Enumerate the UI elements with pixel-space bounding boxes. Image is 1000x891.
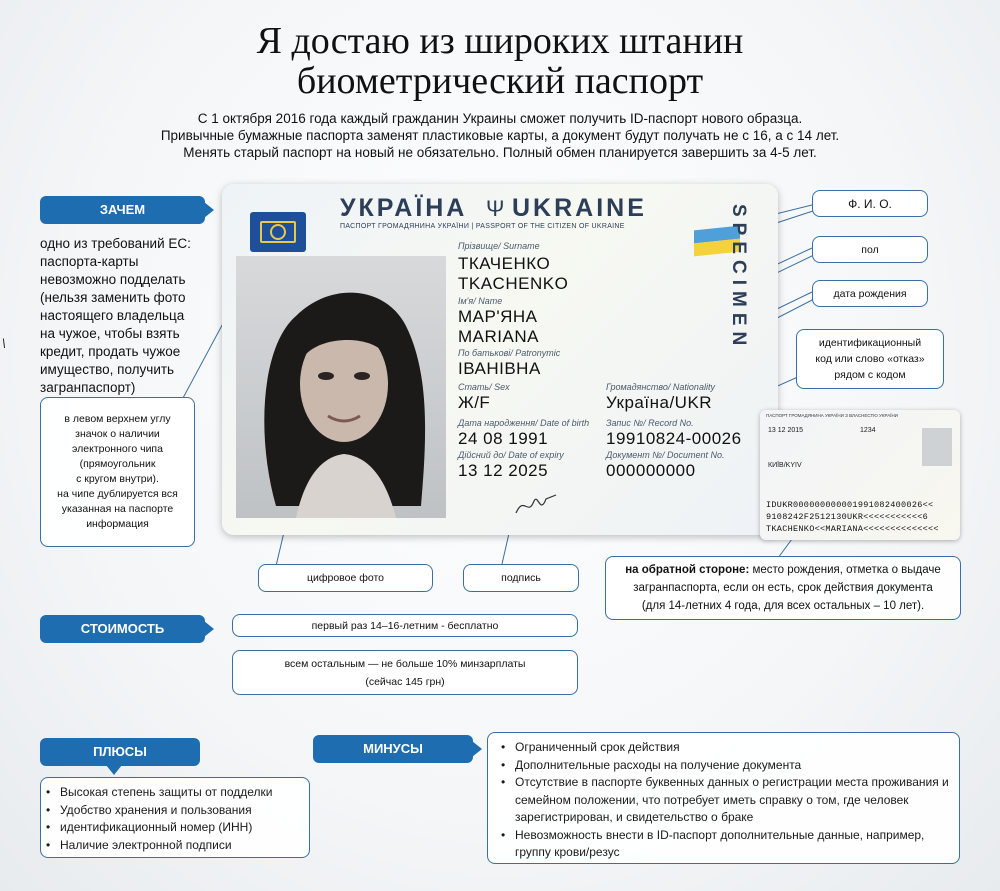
title-line-2: биометрический паспорт [296, 60, 704, 102]
intro-line-2: Привычные бумажные паспорта заменят пластиковые карты, а документ будут получать не с 16, а с 14 лет. [160, 128, 840, 143]
title-line-1: Я достаю из широких штанин [256, 20, 744, 62]
card-subtitle: ПАСПОРТ ГРОМАДЯНИНА УКРАЇНИ | PASSPORT OF THE CITIZEN OF UKRAINE [340, 223, 625, 230]
surname-label: Прізвище/ Surname [458, 241, 540, 251]
expiry-label: Дійсний до/ Date of expiry [458, 450, 564, 460]
pros-item: • Высокая степень защиты от подделки [40, 784, 272, 802]
intro-line-3: Менять старый паспорт на новый не обязательно. Полный обмен планируется завершить за 4-5 лет. [183, 145, 817, 160]
why-line: невозможно подделать [40, 272, 186, 287]
sex-value: Ж/F [458, 393, 491, 412]
why-line: настоящего владельца [40, 308, 185, 323]
callout-photo: цифровое фото [258, 564, 433, 592]
pros-tag: ПЛЮСЫ [40, 738, 200, 766]
pros-item: • идентификационный номер (ИНН) [40, 819, 272, 837]
callout-id-line: рядом с кодом [834, 369, 906, 381]
record-value: 19910824-00026 [606, 429, 742, 448]
callout-fio: Ф. И. О. [812, 190, 928, 217]
chip-note-line: (прямоугольник [79, 458, 156, 470]
edge-mark: \ [2, 336, 6, 351]
pros-item: • Наличие электронной подписи [40, 837, 272, 855]
callout-back-rest: место рождения, отметка о выдаче [749, 564, 941, 576]
chip-note-line: информация [86, 518, 149, 530]
why-line: одно из требований ЕС: [40, 236, 191, 251]
callout-id-line: идентификационный [818, 337, 922, 349]
id-card-front [222, 184, 778, 535]
trident-icon: Ψ [486, 196, 505, 221]
specimen-stamp: SPECIMEN [728, 204, 749, 352]
callout-back-line [625, 561, 941, 579]
chip-note-line: электронного чипа [72, 443, 163, 455]
callout-back-line: загранпаспорта, если он есть, срок действия документа [633, 582, 933, 594]
cost-tag: СТОИМОСТЬ [40, 615, 205, 643]
chip-note-line: в левом верхнем углу [64, 413, 171, 425]
cons-item: • Ограниченный срок действия [495, 739, 955, 757]
surname-en: TKACHENKO [458, 274, 569, 293]
cons-tag: МИНУСЫ [313, 735, 473, 763]
country-ua: УКРАЇНА [340, 194, 468, 222]
cons-item: • Невозможность внести в ID-паспорт дополнительные данные, например, группу крови/резус [495, 827, 955, 862]
cost-others-line: всем остальным — не больше 10% минзарплаты [284, 657, 526, 670]
callout-back-side [605, 556, 961, 620]
callout-back-line: (для 14-летних 4 года, для всех остальных – 10 лет). [641, 600, 925, 612]
name-en: MARIANA [458, 327, 539, 346]
dob-label: Дата народження/ Date of birth [458, 418, 590, 428]
chip-note-line: указанная на паспорте [61, 503, 174, 515]
callout-back-bold: на обратной стороне: [625, 564, 750, 576]
intro-line-1: С 1 октября 2016 года каждый гражданин Украины сможет получить ID-паспорт нового образца. [197, 111, 803, 126]
why-line: загранпаспорт) [40, 380, 136, 395]
callout-dob: дата рождения [812, 280, 928, 307]
country-en: UKRAINE [512, 194, 647, 222]
chip-note-line: значок о наличии [75, 428, 160, 440]
signature-mark [512, 489, 562, 519]
expiry-value: 13 12 2025 [458, 461, 549, 480]
id-card-back [760, 410, 960, 540]
chip-note-line: с кругом внутри). [76, 473, 159, 485]
docno-value: 000000000 [606, 461, 696, 480]
mrz-line-3: TKACHENKO<<MARIANA<<<<<<<<<<<<<< [766, 524, 939, 534]
cost-others [232, 650, 578, 695]
chip-note-line: на чипе дублируется вся [57, 488, 178, 500]
why-line: паспорта-карты [40, 254, 139, 269]
nationality-value: Україна/UKR [606, 393, 713, 412]
callout-signature: подпись [463, 564, 579, 592]
record-label: Запис №/ Record No. [606, 418, 694, 428]
surname-ua: ТКАЧЕНКО [458, 254, 551, 273]
why-tag: ЗАЧЕМ [40, 196, 205, 224]
chip-note-box [40, 397, 195, 547]
pros-list [40, 784, 272, 854]
nationality-label: Громадянство/ Nationality [606, 382, 715, 392]
why-text [40, 235, 220, 397]
cons-item: • Дополнительные расходы на получение документа [495, 757, 955, 775]
cost-first: первый раз 14–16-летним - бесплатно [232, 614, 578, 637]
back-header: ПАСПОРТ ГРОМАДЯНИНА УКРАЇНИ З ВЛАСНЕСТЮ УКРАЇНИ [766, 413, 898, 418]
callout-id-line: код или слово «отказ» [815, 353, 925, 365]
why-line: кредит, продать чужое [40, 344, 181, 359]
back-photo [922, 428, 952, 466]
name-ua: МАР'ЯНА [458, 307, 538, 326]
back-code: 1234 [860, 427, 876, 434]
sex-label: Стать/ Sex [458, 382, 510, 392]
mrz-line-2: 9108242F2512130UKR<<<<<<<<<<<6 [766, 512, 929, 522]
dob-value: 24 08 1991 [458, 429, 549, 448]
why-line: имущество, получить [40, 362, 175, 377]
callout-id-code [796, 329, 944, 389]
back-place: КИЇВ/KYIV [768, 462, 802, 469]
callout-sex: пол [812, 236, 928, 263]
why-line: на чужое, чтобы взять [40, 326, 180, 341]
patronymic: ІВАНІВНА [458, 359, 541, 378]
docno-label: Документ №/ Document No. [606, 450, 725, 460]
pros-item: • Удобство хранения и пользования [40, 802, 272, 820]
name-label: Ім'я/ Name [458, 296, 503, 306]
why-line: (нельзя заменить фото [40, 290, 186, 305]
cons-list [495, 739, 955, 862]
holder-photo [236, 256, 446, 518]
mrz-line-1: IDUKR000000000001991082400026<< [766, 500, 934, 510]
chip-icon [250, 212, 306, 252]
cons-item: • Отсутствие в паспорте буквенных данных о регистрации места проживания и семейном положении, что потребует иметь справку о том, где человек зарегистрирован, и свидетельство о браке [495, 774, 955, 827]
patronymic-label: По батькові/ Patronymic [458, 348, 561, 358]
cost-others-line: (сейчас 145 грн) [365, 675, 445, 688]
back-date: 13 12 2015 [768, 427, 804, 434]
